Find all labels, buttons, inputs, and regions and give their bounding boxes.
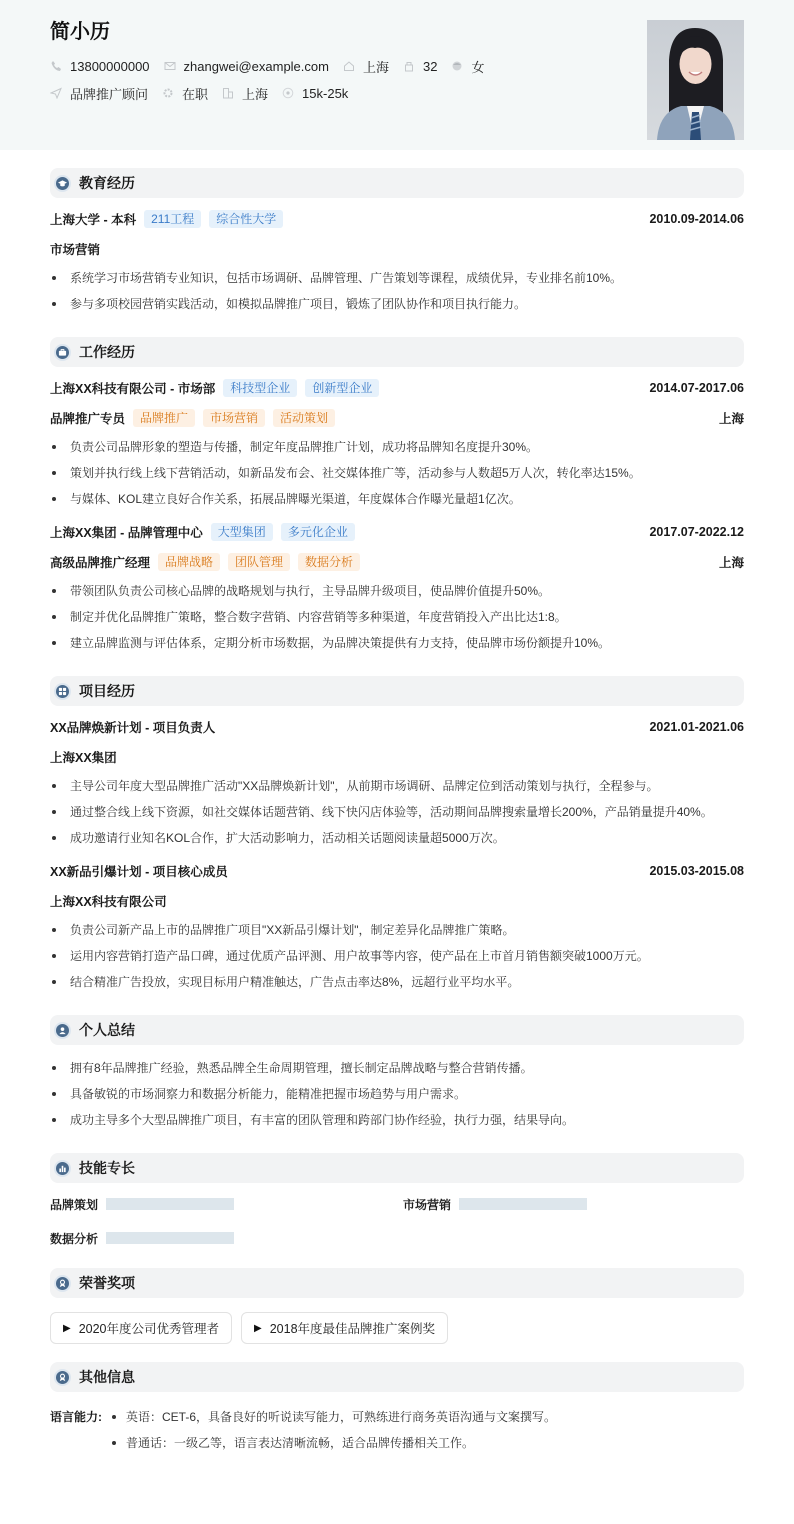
skill-name: 数据分析 (50, 1231, 99, 1246)
projects-title-text: 项目经历 (79, 683, 135, 699)
salary-icon (282, 87, 294, 99)
language-label: 语言能力: (50, 1410, 102, 1424)
other-title-text: 其他信息 (79, 1369, 135, 1385)
work-bullets (50, 434, 744, 512)
skill-bar (459, 1198, 587, 1210)
project-org: 上海XX科技有限公司 (50, 895, 167, 909)
award-label: 2020年度公司优秀管理者 (78, 1322, 220, 1336)
list-item: 参与多项校园营销实践活动，如模拟品牌推广项目，锻炼了团队协作和项目执行能力。 (50, 291, 744, 317)
briefcase-icon (54, 344, 71, 361)
list-item: 系统学习市场营销专业知识，包括市场调研、品牌管理、广告策划等课程，成绩优异，专业排名前10%。 (50, 265, 744, 291)
status-text: 在职 (182, 86, 209, 102)
project-bullets (50, 773, 744, 851)
other-section-title (50, 1362, 744, 1392)
phone-icon (50, 60, 62, 72)
salary-text: 15k-25k (302, 85, 349, 101)
list-item: 主导公司年度大型品牌推广活动"XX品牌焕新计划"，从前期市场调研、品牌定位到活动策划与执行，全程参与。 (50, 773, 744, 799)
skill-bar (106, 1232, 234, 1244)
company-tag: 大型集团 (211, 523, 273, 541)
home-text: 上海 (362, 59, 389, 75)
triangle-right-icon: ▶ (63, 1322, 71, 1334)
role-tag: 团队管理 (228, 553, 290, 571)
profile-photo (647, 20, 744, 140)
age-item (403, 59, 437, 74)
work-date: 2017.07-2022.12 (649, 525, 744, 539)
age-icon (403, 60, 415, 72)
grid-icon (54, 683, 71, 700)
company-tag: 科技型企业 (223, 379, 297, 397)
summary-title-text: 个人总结 (79, 1022, 135, 1038)
list-item: 负责公司新产品上市的品牌推广项目"XX新品引爆计划"，制定差异化品牌推广策略。 (50, 917, 744, 943)
project-name: XX新品引爆计划 - 项目核心成员 (50, 865, 228, 879)
work-entry-header (50, 378, 744, 398)
gender-text: 女 (471, 59, 485, 75)
award-item[interactable] (50, 1312, 232, 1344)
skill-fill (106, 1198, 234, 1210)
city-text: 上海 (242, 86, 269, 102)
skill-item (50, 1229, 403, 1247)
send-icon (50, 87, 62, 99)
job-intent-row (50, 85, 744, 101)
status-icon (162, 87, 174, 99)
bar-chart-icon (54, 1160, 71, 1177)
triangle-right-icon: ▶ (254, 1322, 262, 1334)
language-block (50, 1404, 744, 1456)
school-tag: 综合性大学 (209, 210, 283, 228)
skill-item (50, 1195, 403, 1213)
list-item: 带领团队负责公司核心品牌的战略规划与执行，主导品牌升级项目，使品牌价值提升50%。 (50, 578, 744, 604)
role-row (50, 552, 744, 572)
work-bullets (50, 578, 744, 656)
skill-name: 品牌策划 (50, 1197, 99, 1212)
skills-section-title (50, 1153, 744, 1183)
list-item: 负责公司品牌形象的塑造与传播，制定年度品牌推广计划，成功将品牌知名度提升30%。 (50, 434, 744, 460)
list-item: 建立品牌监测与评估体系，定期分析市场数据，为品牌决策提供有力支持，使品牌市场份额提升10%。 (50, 630, 744, 656)
summary-section (50, 1015, 744, 1133)
award-label: 2018年度最佳品牌推广案例奖 (269, 1322, 436, 1336)
list-item: 通过整合线上线下资源，如社交媒体话题营销、线下快闪店体验等，活动期间品牌搜索量增长200%，产品销量提升40%。 (50, 799, 744, 825)
skills-title-text: 技能专长 (79, 1160, 135, 1176)
education-entry-header (50, 209, 744, 229)
education-section-title (50, 168, 744, 198)
award-item[interactable] (241, 1312, 448, 1344)
work-location: 上海 (718, 412, 744, 426)
email-text: zhangwei@example.com (183, 58, 329, 74)
education-title-text: 教育经历 (79, 175, 135, 191)
position-text: 品牌推广顾问 (70, 86, 149, 102)
list-item: 成功主导多个大型品牌推广项目，有丰富的团队管理和跨部门协作经验，执行力强，结果导向。 (50, 1107, 744, 1133)
contact-row (50, 58, 744, 74)
role-tag: 市场营销 (203, 409, 265, 427)
project-date: 2015.03-2015.08 (649, 864, 744, 878)
work-section (50, 337, 744, 656)
school-name: 上海大学 - 本科 (50, 213, 137, 227)
project-entry-header (50, 717, 744, 737)
user-icon (54, 1022, 71, 1039)
project-date: 2021.01-2021.06 (649, 720, 744, 734)
skills-section (50, 1153, 744, 1247)
other-section (50, 1362, 744, 1456)
education-bullets (50, 265, 744, 317)
company-name: 上海XX集团 - 品牌管理中心 (50, 526, 203, 540)
projects-section (50, 676, 744, 995)
work-title-text: 工作经历 (79, 344, 135, 360)
education-date: 2010.09-2014.06 (649, 212, 744, 226)
company-tag: 创新型企业 (305, 379, 379, 397)
role-tag: 品牌推广 (133, 409, 195, 427)
list-item: 普通话：一级乙等，语言表达清晰流畅，适合品牌传播相关工作。 (106, 1430, 556, 1456)
role-tag: 品牌战略 (158, 553, 220, 571)
list-item: 拥有8年品牌推广经验，熟悉品牌全生命周期管理，擅长制定品牌战略与整合营销传播。 (50, 1055, 744, 1081)
home-icon (343, 60, 355, 72)
company-name: 上海XX科技有限公司 - 市场部 (50, 382, 216, 396)
info-icon (54, 1369, 71, 1386)
home-item (343, 57, 389, 76)
list-item: 具备敏锐的市场洞察力和数据分析能力，能精准把握市场趋势与用户需求。 (50, 1081, 744, 1107)
projects-section-title (50, 676, 744, 706)
role-name: 高级品牌推广经理 (50, 556, 151, 570)
company-tag: 多元化企业 (281, 523, 355, 541)
skill-name: 市场营销 (403, 1197, 452, 1212)
skill-fill (106, 1232, 234, 1244)
list-item: 制定并优化品牌推广策略，整合数字营销、内容营销等多种渠道，年度营销投入产出比达1:8。 (50, 604, 744, 630)
list-item: 运用内容营销打造产品口碑，通过优质产品评测、用户故事等内容，使产品在上市首月销售额突破1000万元。 (50, 943, 744, 969)
work-section-title (50, 337, 744, 367)
list-item: 英语：CET-6，具备良好的听说读写能力，可熟练进行商务英语沟通与文案撰写。 (106, 1404, 556, 1430)
skill-item (403, 1195, 743, 1213)
summary-section-title (50, 1015, 744, 1045)
project-org-row (50, 747, 744, 767)
project-entry-header (50, 861, 744, 881)
summary-bullets (50, 1055, 744, 1133)
role-tag: 活动策划 (273, 409, 335, 427)
skill-bar (106, 1198, 234, 1210)
gender-item (451, 57, 484, 76)
list-item: 与媒体、KOL建立良好合作关系，拓展品牌曝光渠道，年度媒体合作曝光量超1亿次。 (50, 486, 744, 512)
graduation-cap-icon (54, 175, 71, 192)
project-bullets (50, 917, 744, 995)
age-text: 32 (422, 58, 438, 74)
honors-section-title (50, 1268, 744, 1298)
awards-list (50, 1312, 744, 1344)
skill-fill (459, 1198, 587, 1210)
education-section (50, 168, 744, 317)
resume-body (0, 168, 794, 1456)
gender-icon (451, 60, 463, 72)
list-item: 策划并执行线上线下营销活动，如新品发布会、社交媒体推广等，活动参与人数超5万人次，转化率达15%。 (50, 460, 744, 486)
email-item (164, 59, 329, 74)
honors-title-text: 荣誉奖项 (79, 1275, 135, 1291)
major-name: 市场营销 (50, 243, 101, 257)
honors-section (50, 1268, 744, 1344)
project-org-row (50, 891, 744, 911)
role-name: 品牌推广专员 (50, 412, 126, 426)
school-tag: 211工程 (144, 210, 201, 228)
resume-header (0, 0, 794, 150)
role-tag: 数据分析 (298, 553, 360, 571)
building-icon (222, 87, 234, 99)
candidate-name: 简小历 (50, 21, 110, 43)
phone-text: 13800000000 (70, 58, 150, 74)
major-row (50, 239, 744, 259)
list-item: 结合精准广告投放，实现目标用户精准触达，广告点击率达8%，远超行业平均水平。 (50, 969, 744, 995)
work-date: 2014.07-2017.06 (649, 381, 744, 395)
position-item (50, 84, 148, 103)
phone-item (50, 59, 150, 74)
work-location: 上海 (718, 556, 744, 570)
list-item: 成功邀请行业知名KOL合作，扩大活动影响力，活动相关话题阅读量超5000万次。 (50, 825, 744, 851)
city-item (222, 84, 268, 103)
work-entry-header (50, 522, 744, 542)
project-org: 上海XX集团 (50, 751, 117, 765)
salary-item (282, 86, 348, 101)
status-item (162, 84, 208, 103)
project-name: XX品牌焕新计划 - 项目负责人 (50, 721, 216, 735)
role-row (50, 408, 744, 428)
award-icon (54, 1275, 71, 1292)
language-bullets (106, 1404, 556, 1456)
skills-grid (50, 1195, 744, 1247)
mail-icon (164, 60, 176, 72)
